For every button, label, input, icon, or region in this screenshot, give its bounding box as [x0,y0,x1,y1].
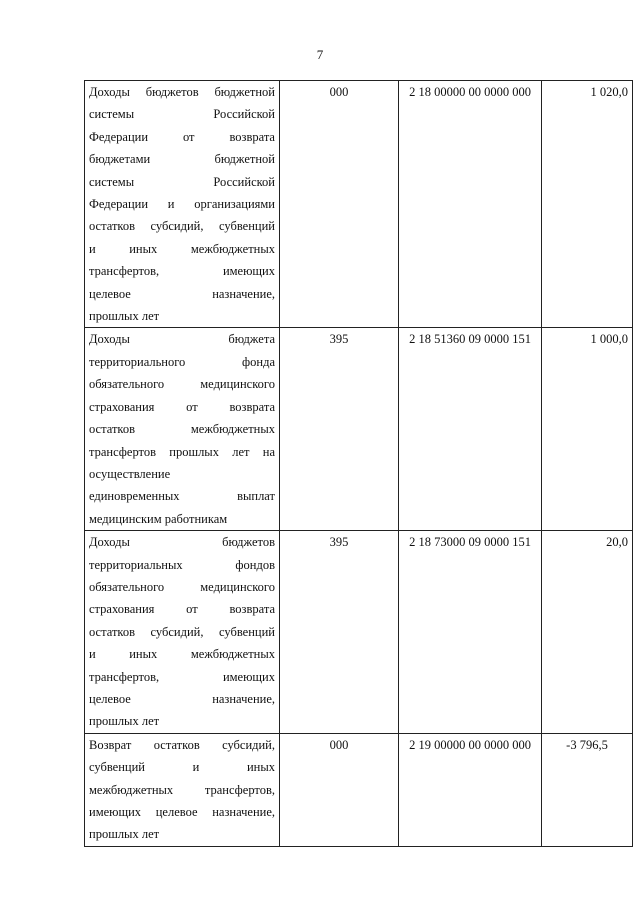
name-line: трансфертов, имеющих [89,264,275,279]
revenue-name-cell [85,733,280,846]
name-line: Федерации от возврата [89,129,275,144]
kbk-code-cell: 2 18 00000 00 0000 000 [399,81,542,328]
page-number: 7 [316,47,324,62]
admin-code-cell: 395 [280,328,399,531]
amount-cell: 20,0 [542,531,633,734]
table-row [85,328,633,531]
admin-code-cell: 000 [280,733,399,846]
name-line: обязательного медицинского [89,579,275,594]
admin-code-cell: 395 [280,531,399,734]
revenue-table [84,80,633,847]
kbk-code-cell: 2 18 73000 09 0000 151 [399,531,542,734]
name-line: прошлых лет [89,714,160,729]
name-line: системы Российской [89,174,275,189]
name-line: территориальных фондов [89,557,275,572]
name-line: Доходы бюджета [89,332,275,347]
name-line: прошлых лет [89,309,160,324]
table-row [85,81,633,328]
amount-cell: 1 020,0 [542,81,633,328]
admin-code-cell: 000 [280,81,399,328]
revenue-name-cell [85,531,280,734]
name-line: целевое назначение, [89,286,275,301]
name-line: остатков межбюджетных [89,422,275,437]
amount-cell: 1 000,0 [542,328,633,531]
name-line: медицинским работникам [89,511,228,526]
table-row [85,733,633,846]
name-line: имеющих целевое назначение, [89,805,275,819]
amount-cell: -3 796,5 [542,733,633,846]
name-line: и иных межбюджетных [89,647,275,662]
name-line: целевое назначение, [89,691,275,706]
name-line: Доходы бюджетов бюджетной [89,85,275,99]
name-line: осуществление [89,466,171,481]
table-row [85,531,633,734]
kbk-code-cell: 2 18 51360 09 0000 151 [399,328,542,531]
name-line: страхования от возврата [89,602,275,617]
revenue-name-cell [85,328,280,531]
name-line: обязательного медицинского [89,377,275,392]
name-line: страхования от возврата [89,399,275,414]
name-line: остатков субсидий, субвенций [89,219,275,234]
name-line: и иных межбюджетных [89,241,275,256]
name-line: Доходы бюджетов [89,535,275,550]
name-line: единовременных выплат [89,489,275,504]
name-line: межбюджетных трансфертов, [89,782,275,797]
name-line: системы Российской [89,107,275,122]
name-line: бюджетами бюджетной [89,152,275,167]
revenue-name-cell [85,81,280,328]
name-line: Возврат остатков субсидий, [89,737,275,752]
name-line: остатков субсидий, субвенций [89,624,275,639]
name-line: трансфертов прошлых лет на [89,444,275,459]
kbk-code-cell: 2 19 00000 00 0000 000 [399,733,542,846]
name-line: трансфертов, имеющих [89,669,275,684]
name-line: прошлых лет [89,827,160,842]
name-line: Федерации и организациями [89,197,275,212]
name-line: субвенций и иных [89,760,275,775]
name-line: территориального фонда [89,354,275,369]
